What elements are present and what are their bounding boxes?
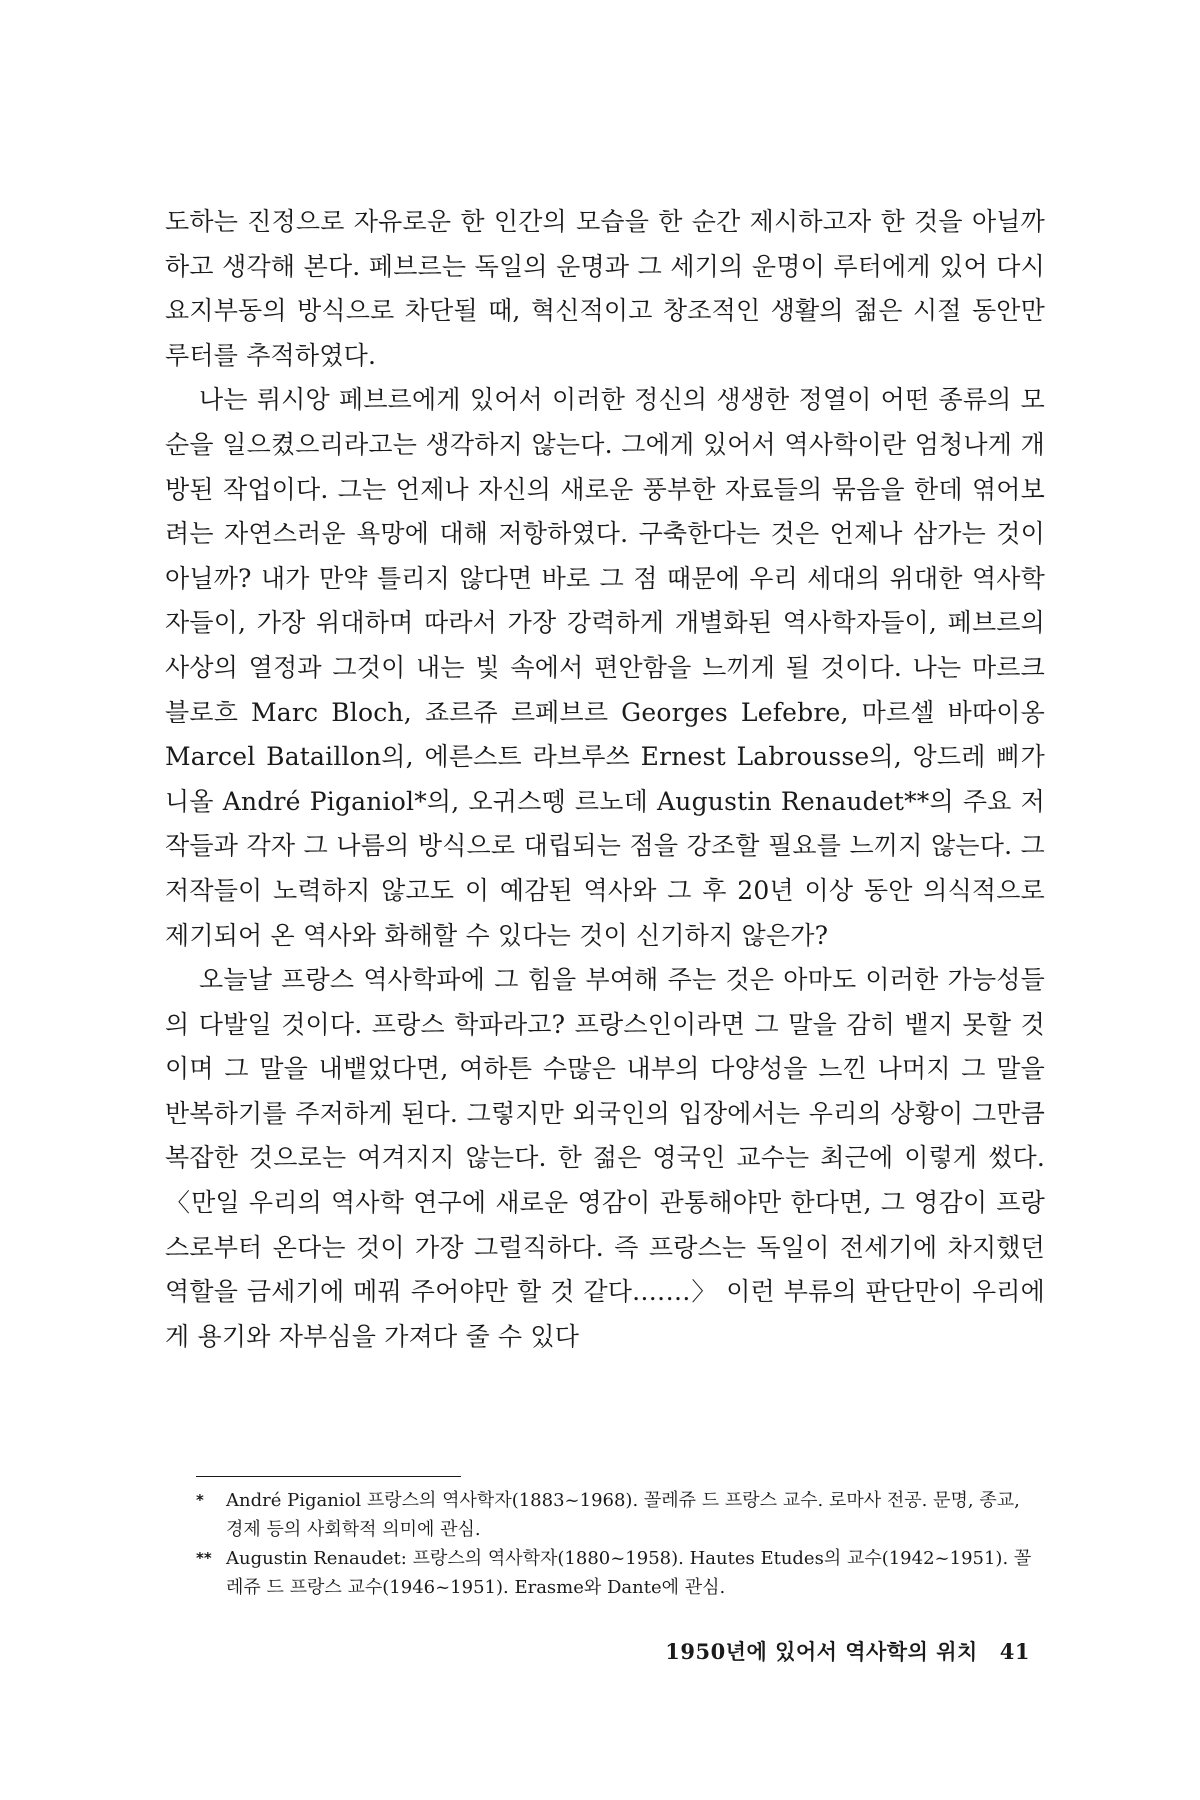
footnote-item	[196, 1544, 1036, 1602]
body-text	[165, 200, 1045, 1359]
paragraph-continued: 도하는 진정으로 자유로운 한 인간의 모습을 한 순간 제시하고자 한 것을 아닐까 하고 생각해 본다. 페브르는 독일의 운명과 그 세기의 운명이 루터에게 있어 다시 요지부동의 방식으로 차단될 때, 혁신적이고 창조적인 생활의 젊은 시절 동안만 루터를 추적하였다.	[165, 207, 1045, 370]
footnote-divider	[196, 1476, 461, 1477]
paragraph: 나는 뤼시앙 페브르에게 있어서 이러한 정신의 생생한 정열이 어떤 종류의 모순을 일으켰으리라고는 생각하지 않는다. 그에게 있어서 역사학이란 엄청나게 개방된 작업이다. 그는 언제나 자신의 새로운 풍부한 자료들의 묶음을 한데 엮어보려는 자연스러운 욕망에 대해 저항하였다. 구축한다는 것은 언제나 삼가는 것이 아닐까? 내가 만약 틀리지 않다면 바로 그 점 때문에 우리 세대의 위대한 역사학자들이, 가장 위대하며 따라서 가장 강력하게 개별화된 역사학자들이, 페브르의 사상의 열정과 그것이 내는 빛 속에서 편안함을 느끼게 될 것이다. 나는 마르크 블로흐 Marc Bloch, 죠르쥬 르페브르 Georges Lefebre, 마르셀 바따이옹 Marcel Bataillon의, 에른스트 라브루쓰 Ernest Labrousse의, 앙드레 삐가니올 André Piganiol*의, 오귀스뗑 르노데 Augustin Renaudet**의 주요 저작들과 각자 그 나름의 방식으로 대립되는 점을 강조할 필요를 느끼지 않는다. 그 저작들이 노력하지 않고도 이 예감된 역사와 그 후 20년 이상 동안 의식적으로 제기되어 온 역사와 화해할 수 있다는 것이 신기하지 않은가?	[165, 385, 1045, 950]
footnote-item	[196, 1486, 1036, 1544]
paragraph: 오늘날 프랑스 역사학파에 그 힘을 부여해 주는 것은 아마도 이러한 가능성들의 다발일 것이다. 프랑스 학파라고? 프랑스인이라면 그 말을 감히 뱉지 못할 것이며 그 말을 내뱉었다면, 여하튼 수많은 내부의 다양성을 느낀 나머지 그 말을 반복하기를 주저하게 된다. 그렇지만 외국인의 입장에서는 우리의 상황이 그만큼 복잡한 것으로는 여겨지지 않는다. 한 젊은 영국인 교수는 최근에 이렇게 썼다. 〈만일 우리의 역사학 연구에 새로운 영감이 관통해야만 한다면, 그 영감이 프랑스로부터 온다는 것이 가장 그럴직하다. 즉 프랑스는 독일이 전세기에 차지했던 역할을 금세기에 메꿔 주어야만 할 것 같다.……〉 이런 부류의 판단만이 우리에게 용기와 자부심을 가져다 줄 수 있다	[165, 965, 1045, 1351]
running-footer	[665, 1636, 1030, 1666]
footnote-mark: *	[196, 1491, 204, 1509]
footnote-text: Augustin Renaudet: 프랑스의 역사학자(1880~1958). Hautes Etudes의 교수(1942~1951). 꼴레쥬 드 프랑스 교수(1946~1951). Erasme와 Dante에 관심.	[226, 1548, 1032, 1598]
footnote-mark: **	[196, 1549, 212, 1567]
footnote-text: André Piganiol 프랑스의 역사학자(1883~1968). 꼴레쥬 드 프랑스 교수. 로마사 전공. 문명, 종교, 경제 등의 사회학적 의미에 관심.	[226, 1490, 1020, 1540]
running-title: 1950년에 있어서 역사학의 위치	[665, 1639, 978, 1664]
page-number: 41	[999, 1639, 1030, 1664]
footnotes	[196, 1486, 1036, 1602]
